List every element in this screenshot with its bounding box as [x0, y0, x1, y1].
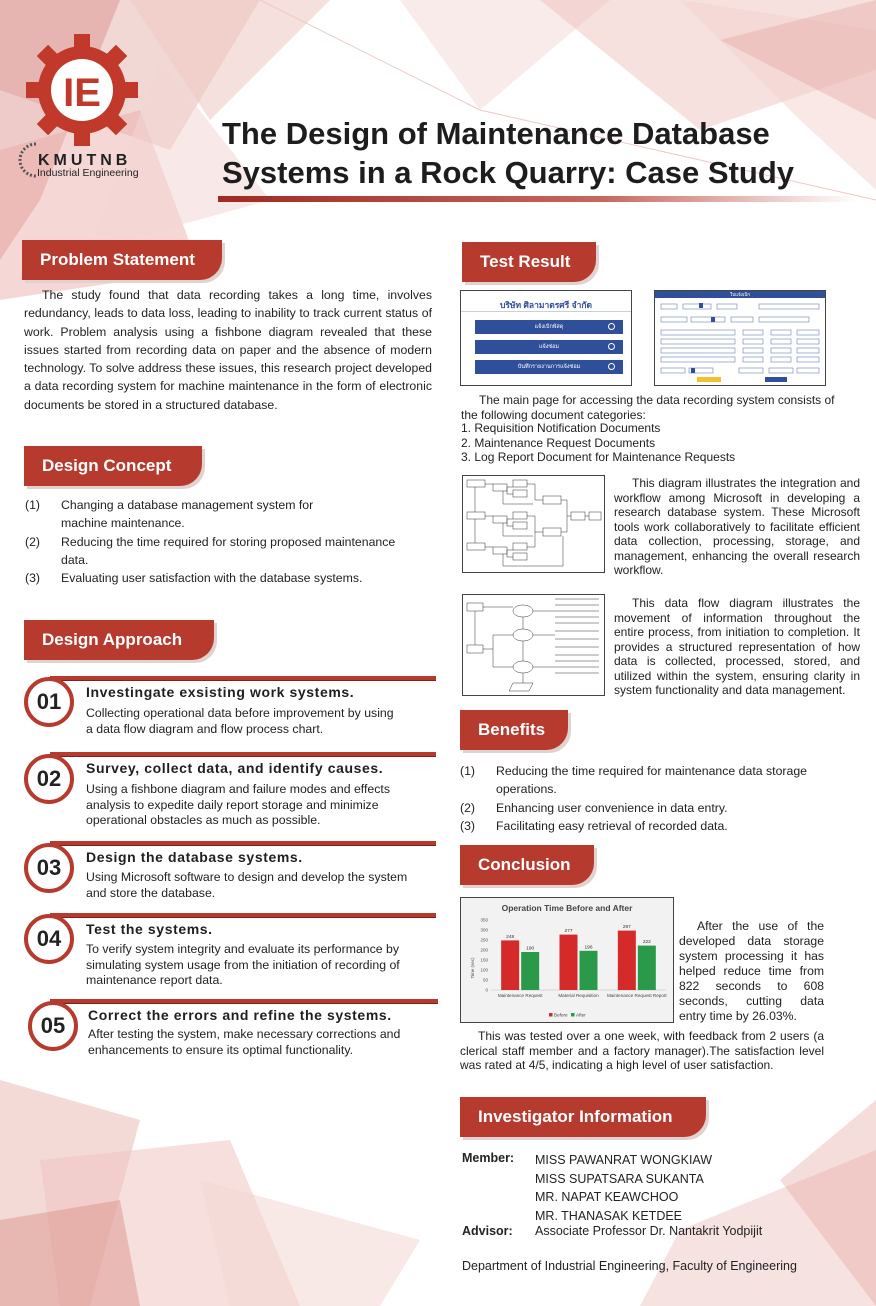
list-item: [25, 496, 435, 533]
list-text: Reducing the time required for maintenance data storage: [496, 764, 808, 778]
chart-ylabel: Time (sec): [470, 957, 475, 979]
member-name: MR. THANASAK KETDEE: [535, 1208, 683, 1223]
conclusion-heading-text: Conclusion: [478, 855, 571, 874]
step-description: [86, 706, 436, 737]
bar-after: [521, 952, 539, 990]
step-desc-line: After testing the system, make necessary corrections and: [88, 1027, 401, 1041]
conclusion-side-text: After the use of the developed data storage system processing it has helped reduce time from 822 seconds to 608 seconds, cutting data entry time by 26.03%.: [679, 919, 824, 1023]
list-item: [460, 762, 860, 799]
design-concept-heading: [24, 446, 202, 486]
app-form-screenshot: [654, 290, 826, 386]
design-approach-heading: [24, 620, 214, 660]
step-description: [88, 1027, 438, 1058]
member-name: MR. NAPAT KEAWCHOO: [535, 1190, 679, 1204]
list-num: (3): [25, 571, 41, 586]
bar-before: [618, 931, 636, 990]
step-number-circle: [24, 677, 74, 727]
bar-after: [638, 946, 656, 990]
step-desc-line: To verify system integrity and evaluate its performance by: [86, 942, 400, 956]
y-tick-label: 150: [480, 957, 488, 963]
step-desc-line: a data flow diagram and flow process chart.: [86, 721, 324, 736]
app-main-screenshot: [460, 290, 632, 386]
benefits-list: [460, 762, 860, 835]
step-number: 05: [40, 1013, 66, 1038]
list-num: (3): [460, 818, 476, 833]
step-desc-line: Collecting operational data before improvement by using: [86, 706, 394, 720]
list-item: [460, 817, 860, 835]
step-title: Investingate exsisting work systems.: [86, 684, 355, 700]
bar-before: [501, 940, 519, 990]
step-number-circle: [24, 843, 74, 893]
step-divider: [50, 841, 436, 846]
logo-dept: Industrial Engineering: [37, 167, 139, 179]
data-flow-diagram: [462, 594, 605, 696]
data-flow-diagram-graphic: [463, 595, 604, 695]
advisor-label: Advisor:: [462, 1224, 513, 1238]
list-num: (1): [460, 764, 476, 778]
workflow-diagram-graphic: [463, 476, 604, 572]
list-item: [25, 569, 435, 587]
list-num: (2): [460, 800, 476, 815]
bar-after: [580, 951, 598, 990]
bar-data-label: 248: [506, 934, 515, 940]
bar-data-label: 222: [642, 940, 651, 946]
chart-svg: [461, 898, 673, 1022]
test-result-heading-text: Test Result: [480, 252, 571, 271]
bar-data-label: 196: [584, 945, 593, 951]
department-name: Department of Industrial Engineering, Faculty of Engineering: [462, 1259, 797, 1273]
step-desc-line: analysis to expedite daily report storage and minimize: [86, 797, 379, 812]
form-fields-graphic: [655, 298, 825, 385]
y-tick-label: 0: [485, 987, 488, 993]
workflow-diagram-text: This diagram illustrates the integration and workflow among Microsoft in developing a research database system. These Microsoft tools work collaboratively to facilitate efficient data collection, processing, storage, and management, enhancing the overall research workflow.: [614, 476, 860, 577]
app-menu-button: [475, 360, 623, 374]
member-name: MISS SUPATSARA SUKANTA: [535, 1171, 704, 1186]
operation-time-chart: [460, 897, 674, 1023]
legend-label: Before: [554, 1012, 568, 1018]
step-desc-line: enhancements to ensure its optimal functionality.: [88, 1042, 353, 1057]
advisor-name: Associate Professor Dr. Nantakrit Yodpijit: [535, 1224, 763, 1238]
step-desc-line: maintenance report data.: [86, 973, 223, 987]
member-label: Member:: [462, 1151, 515, 1165]
step-number: 04: [36, 926, 62, 951]
gear-icon: [12, 30, 152, 155]
step-divider: [50, 752, 436, 757]
y-tick-label: 300: [480, 927, 488, 933]
test-result-heading: [462, 242, 596, 282]
document-category-list: [461, 421, 841, 465]
list-num: (1): [25, 498, 41, 512]
investigator-heading-text: Investigator Information: [478, 1107, 673, 1126]
app-menu-button: [475, 340, 623, 354]
data-flow-diagram-text: This data flow diagram illustrates the movement of information throughout the entire process, from initiation to completion. It provides a structured representation of how data is collected, processed, stored, and utilized within the system, ensuring clarity in system functionality and data management.: [614, 596, 860, 697]
form-title: ใบแจ้งเบิก: [730, 292, 750, 297]
step-title: Survey, collect data, and identify causes.: [86, 760, 384, 776]
chart-title: Operation Time Before and After: [501, 903, 633, 913]
step-divider: [50, 999, 438, 1004]
title-line-1: The Design of Maintenance Database: [222, 116, 770, 151]
step-desc-line: Using a fishbone diagram and failure modes and effects: [86, 782, 390, 796]
app-title: บริษัท ศิลามาตรศรี จำกัด: [461, 298, 631, 312]
step-number-circle: [24, 754, 74, 804]
app-menu-button-label: แจ้งเบิกพัสดุ: [534, 324, 564, 330]
list-item: 3. Log Report Document for Maintenance Requests: [461, 450, 736, 464]
title-line-2: Systems in a Rock Quarry: Case Study: [222, 155, 795, 190]
legend-swatch: [549, 1013, 553, 1017]
list-num: (2): [25, 534, 41, 549]
step-number: 02: [36, 766, 62, 791]
y-tick-label: 200: [480, 947, 488, 953]
design-approach-heading-text: Design Approach: [42, 630, 183, 649]
list-text: Enhancing user convenience in data entry.: [496, 800, 728, 815]
step-divider: [50, 676, 436, 681]
problem-heading: [22, 240, 222, 280]
legend-label: After: [576, 1012, 586, 1018]
list-text: Facilitating easy retrieval of recorded data.: [496, 818, 728, 833]
investigator-heading: [460, 1097, 706, 1137]
list-text: Evaluating user satisfaction with the database systems.: [61, 571, 363, 586]
arrow-icon: [608, 343, 615, 350]
step-desc-line: and store the database.: [86, 885, 216, 900]
form-title-bar: [655, 291, 825, 298]
step-divider: [50, 913, 436, 918]
poster-title: [222, 114, 862, 192]
x-tick-label: Maintenance Request: [497, 993, 543, 998]
arrow-icon: [608, 323, 615, 330]
step-title: Design the database systems.: [86, 849, 303, 865]
member-name: MISS PAWANRAT WONGKIAW: [535, 1153, 713, 1167]
app-menu-button-label: บันทึกรายงานการแจ้งซ่อม: [517, 364, 581, 370]
y-tick-label: 350: [480, 917, 488, 923]
bar-data-label: 190: [526, 946, 535, 952]
step-desc-line: simulating system usage from the initiation of recording of: [86, 957, 400, 972]
x-tick-label: Material Requisition: [558, 993, 599, 998]
logo-org: KMUTNB: [38, 152, 132, 169]
problem-text: The study found that data recording takes a long time, involves redundancy, leads to data loss, leading to inability to track current status of work. Problem analysis using a fishbone diagram revealed that these issues started from recording data on paper and the absence of modern technology. To solve address these issues, this research project developed a data recording system for machine maintenance in the form of electronic documents be stored in a structured database.: [24, 288, 432, 412]
bar-before: [560, 935, 578, 990]
benefits-heading-text: Benefits: [478, 720, 546, 739]
problem-heading-text: Problem Statement: [40, 250, 195, 269]
x-tick-label: Maintenance Request Report: [606, 993, 667, 998]
test-result-intro: The main page for accessing the data recording system consists of the following document categories:: [461, 393, 835, 422]
workflow-diagram: [462, 475, 605, 573]
step-number: 03: [36, 855, 62, 880]
step-title: Correct the errors and refine the systems.: [88, 1007, 392, 1023]
step-description: [86, 782, 436, 829]
app-menu-button-label: แจ้งซ่อม: [538, 344, 560, 350]
step-desc-line: Using Microsoft software to design and develop the system: [86, 870, 408, 884]
bar-data-label: 297: [622, 925, 631, 931]
title-underline: [218, 196, 858, 202]
design-concept-heading-text: Design Concept: [42, 456, 172, 475]
design-concept-list: [25, 496, 435, 587]
list-item: 1. Requisition Notification Documents: [461, 421, 661, 435]
member-list: [535, 1151, 712, 1225]
step-number-circle: [28, 1001, 78, 1051]
arrow-icon: [608, 363, 615, 370]
step-description: [86, 870, 436, 901]
step-number-circle: [24, 914, 74, 964]
list-item: [460, 799, 860, 817]
list-text-cont: machine maintenance.: [61, 516, 185, 531]
conclusion-bottom-text: This was tested over a one week, with feedback from 2 users (a clerical staff member and a factory manager).The satisfaction level was rated at 4/5, indicating a high level of user satisfaction.: [460, 1029, 824, 1072]
logo-letters: IE: [63, 71, 101, 115]
y-tick-label: 100: [480, 967, 488, 973]
app-menu-button: [475, 320, 623, 334]
list-text-cont: data.: [61, 552, 89, 567]
bar-data-label: 277: [564, 929, 573, 935]
step-title: Test the systems.: [86, 921, 213, 937]
conclusion-heading: [460, 845, 594, 885]
y-tick-label: 250: [480, 937, 488, 943]
list-item: 2. Maintenance Request Documents: [461, 435, 656, 450]
list-text-cont: operations.: [496, 782, 557, 797]
step-desc-line: operational obstacles as much as possible.: [86, 813, 321, 827]
list-text: Changing a database management system for: [61, 498, 314, 512]
list-text: Reducing the time required for storing proposed maintenance: [61, 534, 396, 549]
legend-swatch: [571, 1013, 575, 1017]
step-number: 01: [36, 689, 62, 714]
step-description: [86, 942, 436, 989]
y-tick-label: 50: [482, 977, 488, 983]
benefits-heading: [460, 710, 568, 750]
list-item: [25, 533, 435, 570]
